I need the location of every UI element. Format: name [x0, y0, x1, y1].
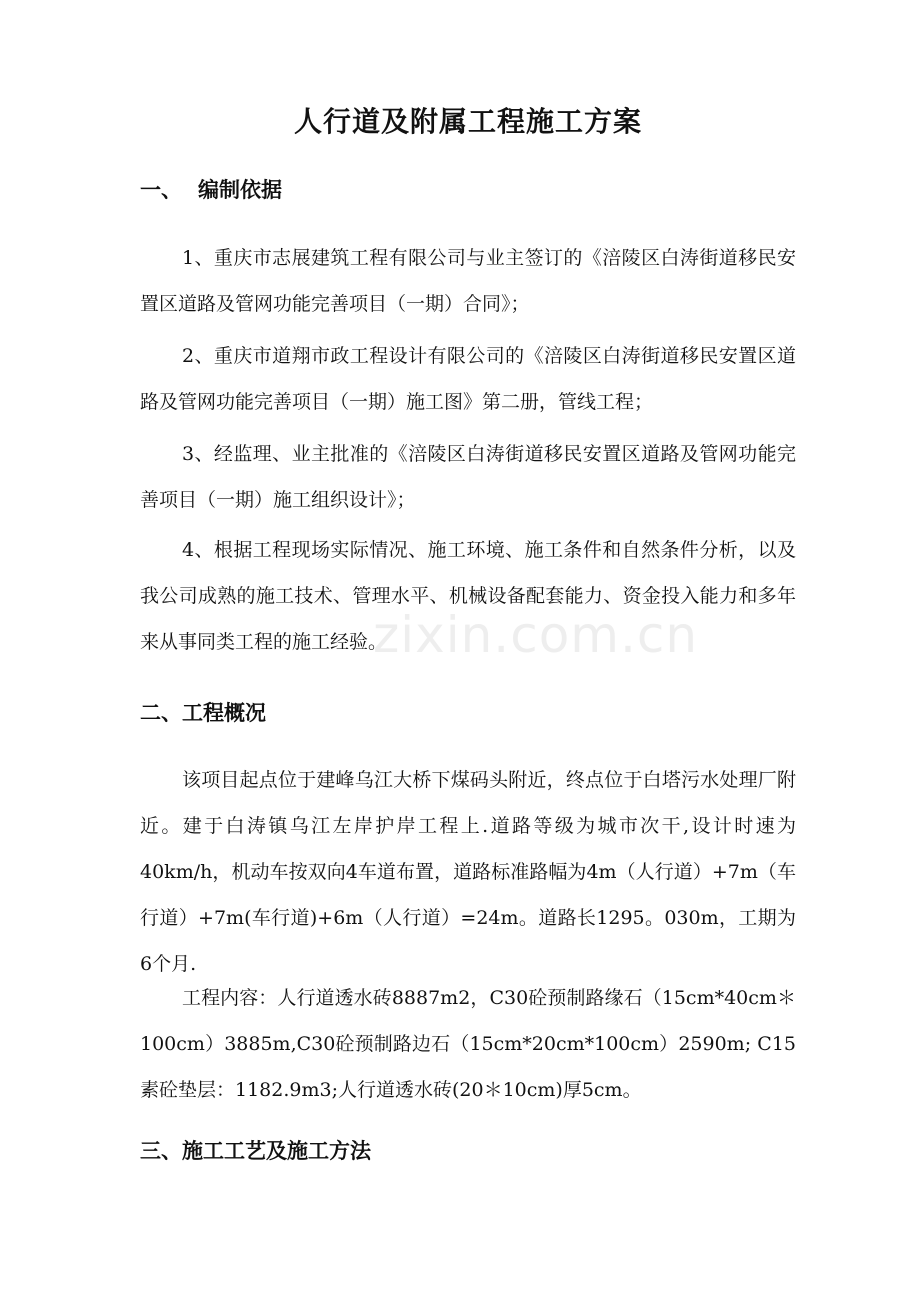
basis-item-1: 1、重庆市志展建筑工程有限公司与业主签订的《涪陵区白涛街道移民安置区道路及管网功能完善项目（一期）合同》； [140, 247, 796, 315]
overview-paragraph-2: 工程内容：人行道透水砖8887m2，C30砼预制路缘石（15cm*40cm＊100cm）3885m,C30砼预制路边石（15cm*20cm*100cm）2590m; C15素砼垫层：1182.9m3;人行道透水砖(20＊10cm)厚5cm。 [140, 987, 796, 1101]
overview-paragraph-1: 该项目起点位于建峰乌江大桥下煤码头附近，终点位于白塔污水处理厂附近。建于白涛镇乌江左岸护岸工程上.道路等级为城市次干,设计时速为40km/h，机动车按双向4车道布置，道路标准路幅为4m（人行道）+7m（车行道）+7m(车行道)+6m（人行道）=24m。道路长1295。030m，工期为6个月. [140, 769, 796, 975]
section-heading-1 [140, 173, 282, 207]
section-number: 一、 [140, 178, 182, 202]
section-heading-3: 三、施工工艺及施工方法 [140, 1139, 371, 1163]
basis-item-3: 3、经监理、业主批准的《涪陵区白涛街道移民安置区道路及管网功能完善项目（一期）施工组织设计》； [140, 443, 796, 511]
basis-item-4: 4、根据工程现场实际情况、施工环境、施工条件和自然条件分析，以及我公司成熟的施工技术、管理水平、机械设备配套能力、资金投入能力和多年来从事同类工程的施工经验。 [140, 539, 796, 653]
document-title: 人行道及附属工程施工方案 [293, 105, 642, 138]
watermark: zixin.com.cn [373, 606, 699, 664]
basis-item-2: 2、重庆市道翔市政工程设计有限公司的《涪陵区白涛街道移民安置区道路及管网功能完善项目（一期）施工图》第二册，管线工程； [140, 345, 796, 413]
section-title: 编制依据 [198, 178, 282, 202]
section-heading-2: 二、工程概况 [140, 701, 266, 725]
